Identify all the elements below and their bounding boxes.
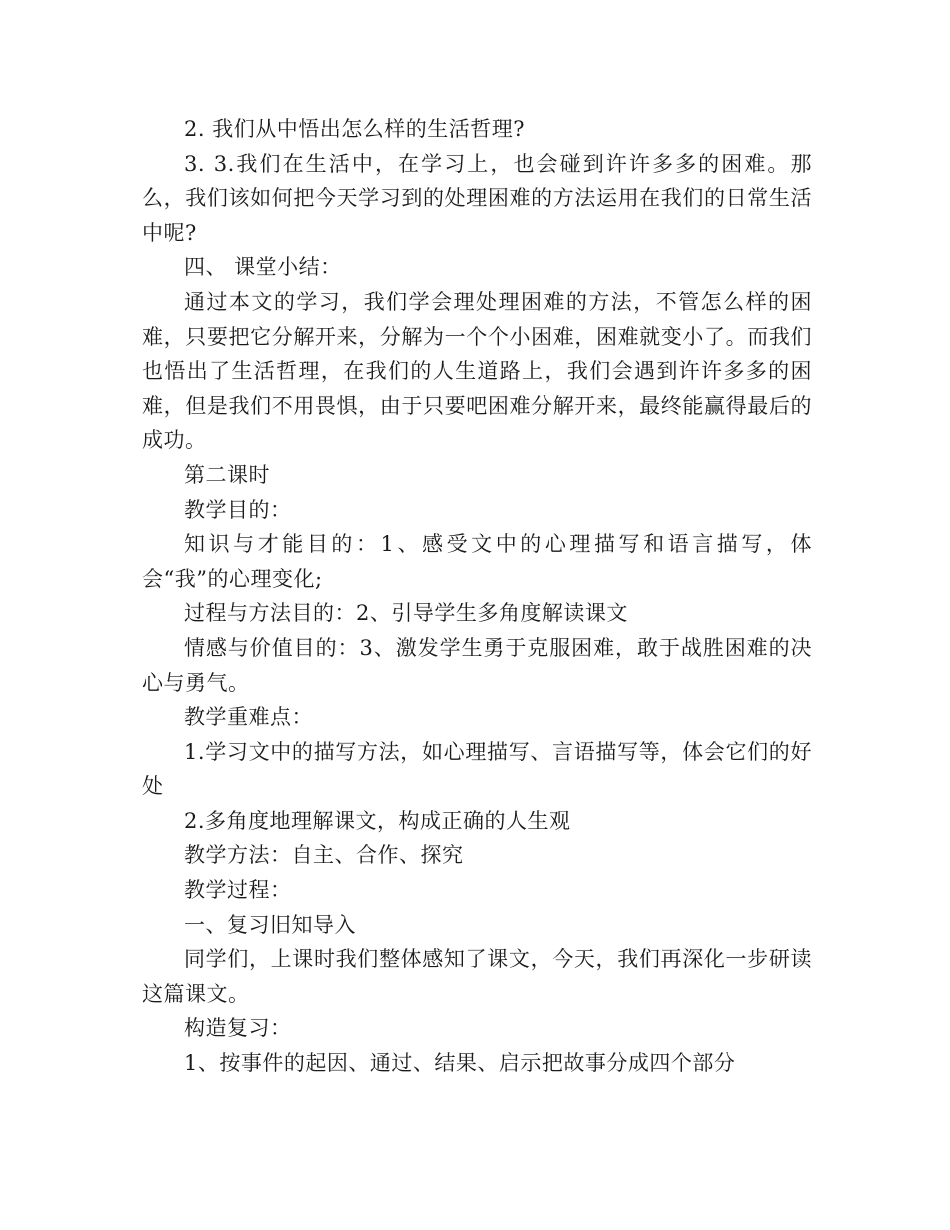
heading-key-points: 教学重难点： (184, 705, 313, 730)
paragraph-key-point-1: 1.学习文中的描写方法，如心理描写、言语描写等，体会它们的好处 (142, 739, 812, 799)
paragraph-goal-knowledge: 知识与才能目的：1、感受文中的心理描写和语言描写，体会“我”的心理变化; (142, 532, 812, 591)
heading-structure-review: 构造复习： (184, 1016, 292, 1041)
paragraph-key-point-2: 2.多角度地理解课文，构成正确的人生观 (184, 808, 571, 833)
heading-teaching-goals: 教学目的： (184, 497, 292, 522)
heading-teaching-process: 教学过程： (184, 878, 292, 903)
paragraph-summary: 通过本文的学习，我们学会理处理困难的方法，不管怎么样的困难，只要把它分解开来，分解为一个个小困难，困难就变小了。而我们也悟出了生活哲理，在我们的人生道路上，我们会遇到许许多多的困难，但是我们不用畏惧，由于只要吧困难分解开来，最终能赢得最后的成功。 (142, 289, 812, 453)
heading-class-summary: 四、 课堂小结： (184, 255, 342, 280)
paragraph-question-2: 2. 我们从中悟出怎么样的生活哲理? (184, 117, 525, 141)
paragraph-teaching-method: 教学方法：自主、合作、探究 (184, 843, 464, 868)
paragraph-intro: 同学们，上课时我们整体感知了课文，今天，我们再深化一步研读这篇课文。 (142, 947, 812, 1006)
paragraph-goal-process: 过程与方法目的：2、引导学生多角度解读课文 (184, 601, 628, 626)
heading-second-lesson: 第二课时 (184, 462, 270, 487)
paragraph-goal-emotion: 情感与价值目的：3、激发学生勇于克服困难，敢于战胜困难的决心与勇气。 (142, 635, 812, 695)
paragraph-structure-1: 1、按事件的起因、通过、结果、启示把故事分成四个部分 (184, 1051, 736, 1076)
heading-review-intro: 一、复习旧知导入 (184, 912, 356, 937)
paragraph-question-3: 3. 3.我们在生活中，在学习上，也会碰到许许多多的困难。那么，我们该如何把今天学习到的处理困难的方法运用在我们的日常生活中呢? (142, 151, 812, 245)
document-body (142, 112, 812, 1081)
